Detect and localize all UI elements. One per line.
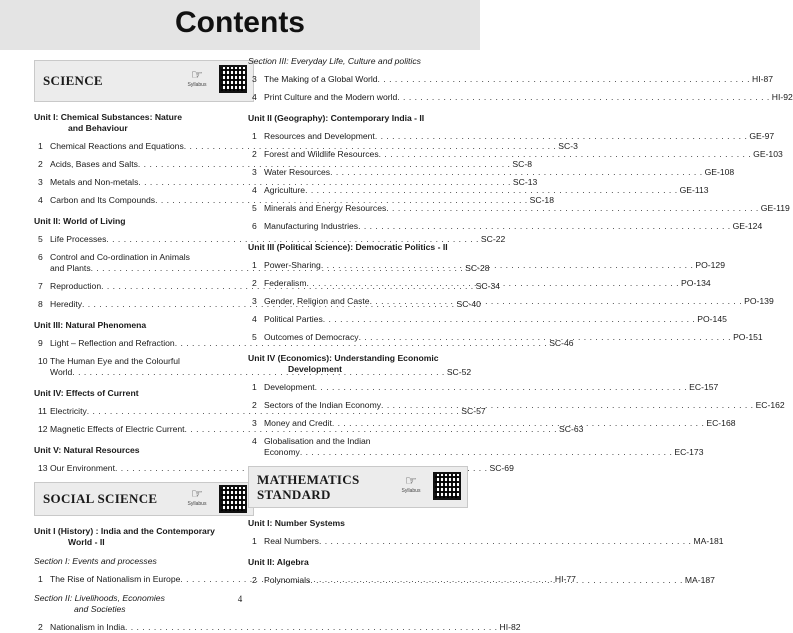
toc-entry[interactable]: 4 Agriculture . . . GE-113 (248, 185, 468, 196)
toc-entry[interactable]: 3 Water Resources . . . GE-108 (248, 167, 468, 178)
syllabus-link[interactable]: ☞ Syllabus (397, 474, 425, 494)
unit-heading: Unit II (Geography): Contemporary India - II (248, 113, 425, 123)
section-heading: Section I: Events and processes (34, 556, 157, 566)
toc-entry[interactable]: 13 Our Environment . . . SC-69 (34, 463, 254, 474)
pointing-hand-icon: ☞ (405, 473, 417, 488)
toc-entry[interactable]: 11 Electricity . . . SC-57 (34, 406, 254, 417)
unit-heading: Unit I: Number Systems (248, 518, 345, 528)
syllabus-link[interactable]: ☞ Syllabus (183, 68, 211, 88)
unit-heading: Unit V: Natural Resources (34, 445, 140, 455)
toc-entry[interactable]: 9 Light – Reflection and Refraction . . . SC-46 (34, 338, 254, 349)
toc-entry[interactable]: 5 Outcomes of Democracy . . . PO-151 (248, 332, 468, 343)
unit-heading: Unit I: Chemical Substances: Nature and Behaviour (34, 112, 183, 133)
pointing-hand-icon: ☞ (191, 486, 203, 501)
toc-entry[interactable]: 2 Sectors of the Indian Economy . . . EC-162 (248, 400, 468, 411)
toc-entry[interactable]: 1 The Rise of Nationalism in Europe . . . HI-77 (34, 574, 254, 585)
toc-entry[interactable]: 3 Money and Credit . . . EC-168 (248, 418, 468, 429)
syllabus-link[interactable]: ☞ Syllabus (183, 487, 211, 507)
qr-code-icon[interactable] (433, 472, 461, 500)
toc-entry[interactable]: 1 Real Numbers . . . MA-181 (248, 536, 468, 547)
unit-heading: Unit II: Algebra (248, 557, 309, 567)
toc-entry[interactable]: 5 Minerals and Energy Resources . . . GE-119 (248, 203, 468, 214)
section-heading: Section III: Everyday Life, Culture and politics (248, 56, 421, 66)
toc-entry[interactable]: 2 Polynomials . . . MA-187 (248, 575, 468, 586)
toc-entry[interactable]: 12 Magnetic Effects of Electric Current . . . SC-63 (34, 424, 254, 435)
toc-entry[interactable]: 2 Nationalism in India . . . HI-82 (34, 622, 254, 633)
toc-entry[interactable]: 2 Acids, Bases and Salts . . . SC-8 (34, 159, 254, 170)
unit-heading: Unit IV: Effects of Current (34, 388, 139, 398)
toc-entry[interactable]: 4 Carbon and Its Compounds . . . SC-18 (34, 195, 254, 206)
mathematics-header: MATHEMATICS STANDARD (257, 472, 360, 502)
toc-entry[interactable]: 4 Print Culture and the Modern world . . . HI-92 (248, 92, 468, 103)
toc-entry[interactable]: 10 The Human Eye and the Colourful World . . . SC-52 (34, 356, 254, 378)
toc-entry[interactable]: 6 Control and Co-ordination in Animals and Plants . . . SC-28 (34, 252, 254, 274)
unit-heading: Unit I (History) : India and the Contemporary World - II (34, 526, 215, 547)
toc-entry[interactable]: 1 Power-Sharing . . . PO-129 (248, 260, 468, 271)
unit-heading: Unit II: World of Living (34, 216, 126, 226)
toc-entry[interactable]: 1 Development . . . EC-157 (248, 382, 468, 393)
toc-entry[interactable]: 5 Life Processes . . . SC-22 (34, 234, 254, 245)
page-title: Contents (175, 6, 305, 39)
toc-entry[interactable]: 1 Chemical Reactions and Equations . . . SC-3 (34, 141, 254, 152)
unit-heading: Unit III (Political Science): Democratic Politics - II (248, 242, 448, 252)
toc-entry[interactable]: 4 Political Parties . . . PO-145 (248, 314, 468, 325)
unit-heading: Unit III: Natural Phenomena (34, 320, 147, 330)
toc-entry[interactable]: 2 Federalism . . . PO-134 (248, 278, 468, 289)
qr-code-icon[interactable] (219, 65, 247, 93)
toc-entry[interactable]: 3 Gender, Religion and Caste . . . PO-139 (248, 296, 468, 307)
toc-entry[interactable]: 1 Resources and Development . . . GE-97 (248, 131, 468, 142)
mathematics-header-box (248, 466, 468, 508)
science-header-box (34, 60, 254, 102)
toc-entry[interactable]: 7 Reproduction . . . SC-34 (34, 281, 254, 292)
toc-entry[interactable]: 3 Metals and Non-metals . . . SC-13 (34, 177, 254, 188)
unit-heading: Unit IV (Economics): Understanding Economic Development (248, 353, 439, 374)
toc-entry[interactable]: 8 Heredity . . . SC-40 (34, 299, 254, 310)
section-heading: Section II: Livelihoods, Economies and Societies (34, 593, 165, 614)
page-number: 4 (237, 594, 243, 604)
social-science-header-box (34, 482, 254, 516)
toc-entry[interactable]: 6 Manufacturing Industries . . . GE-124 (248, 221, 468, 232)
science-header: SCIENCE (43, 73, 103, 88)
pointing-hand-icon: ☞ (191, 67, 203, 82)
toc-entry[interactable]: 2 Forest and Wildlife Resources . . . GE-103 (248, 149, 468, 160)
social-science-header: SOCIAL SCIENCE (43, 491, 158, 506)
toc-entry[interactable]: 4 Globalisation and the Indian Economy . . . EC-173 (248, 436, 468, 458)
toc-entry[interactable]: 3 The Making of a Global World . . . HI-87 (248, 74, 468, 85)
qr-code-icon[interactable] (219, 485, 247, 513)
